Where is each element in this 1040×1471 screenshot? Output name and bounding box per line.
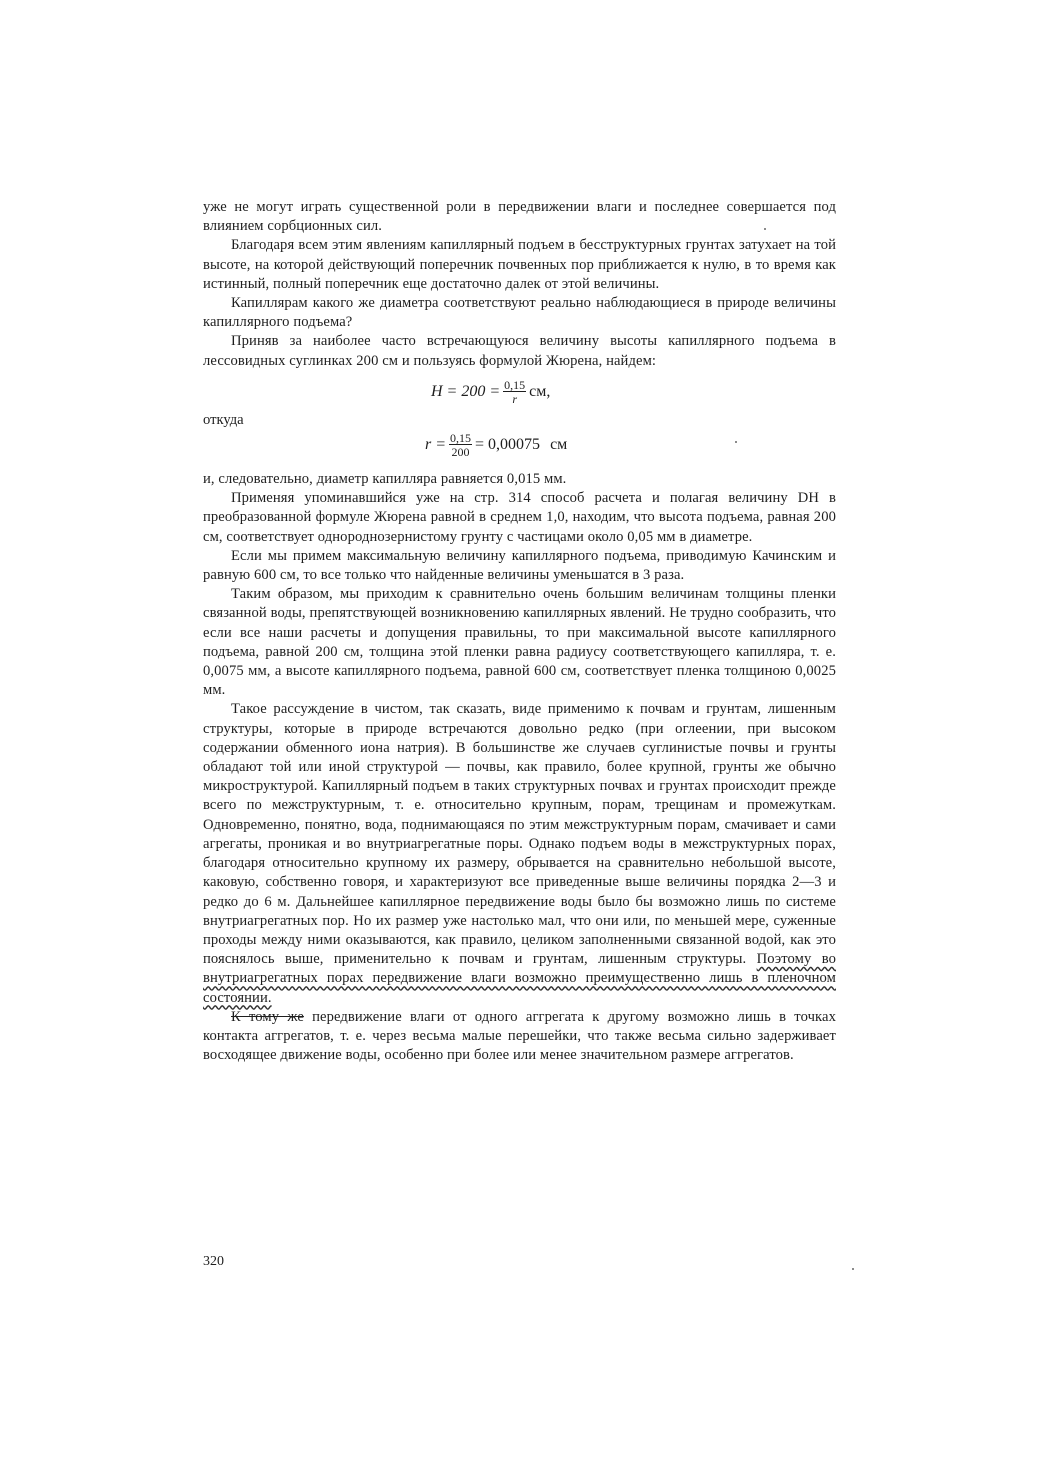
formula-jurin xyxy=(203,371,836,411)
formula-radius xyxy=(203,424,836,464)
formula-2-rhs: = 0,00075 xyxy=(475,436,541,454)
formula-1-lhs: H = 200 = xyxy=(431,382,501,400)
otkuda-label: откуда xyxy=(203,411,244,428)
scan-speck xyxy=(735,441,737,443)
paragraph-4: Приняв за наиболее часто встречающуюся величину высоты капиллярного подъема в лессовидных суглинках 200 см и пользуясь формулой Жюрена, найдем: xyxy=(203,333,836,369)
paragraph-5: и, следовательно, диаметр капилляра равняется 0,015 мм. xyxy=(203,471,567,488)
formula-2-numerator: 0,15 xyxy=(450,431,472,446)
paragraph-9-underlined: Поэтому во внутриагрегатных порах передвижение влаги возможно преимущественно лишь в пленочном состоянии. xyxy=(203,951,837,1006)
paragraph-9-text: Такое рассуждение в чистом, так сказать, виде применимо к почвам и грунтам, лишенным структуры, которые в природе встречаются довольно редко (при оглеении, при высоком содержании обменного иона натрия). В большинстве же случаев суглинистые почвы и грунты обладают той или иной структурой — почвы, как правило, более крупной, грунты же обычно микроструктурой. Капиллярный подъем в таких структурных почвах и грунтах происходит прежде всего по межструктурным, т. е. относительно крупным, порам, трещинам и промежуткам. Одновременно, понятно, вода, поднимающаяся по этим межструктурным порам, смачивает и сами агрегаты, проникая и во внутриагрегатные поры. Однако подъем воды в межструктурных порах, благодаря относительно крупному их размеру, обрывается на сравнительно небольшой высоте, каковую, собственно говоря, и характеризуют все приведенные выше величины порядка 2—3 и редко до 6 м. Дальнейшее капиллярное передвижение воды было бы возможно лишь по системе внутриагрегатных пор. Но их размер уже настолько мал, что они или, по меньшей мере, суженные проходы между ними оказываются, как правило, целиком заполненными связанной водой, как это пояснялось выше, применительно к почвам и грунтам, лишенным структуры. xyxy=(203,701,836,968)
scan-speck xyxy=(764,228,766,230)
page-body xyxy=(203,198,836,1065)
paragraph-1: уже не могут играть существенной роли в передвижении влаги и последнее совершается под влиянием сорбционных сил. xyxy=(203,199,836,235)
formula-2-lhs: r = xyxy=(425,436,447,454)
formula-1-fraction xyxy=(503,379,526,405)
page-number: 320 xyxy=(203,1254,224,1269)
paragraph-6: Применяя упоминавшийся уже на стр. 314 способ расчета и полагая величину DH в преобразованной формуле Жюрена равной в среднем 1,0, находим, что высота подъема, равная 200 см, соответствует однороднозернистому грунту с частицами около 0,05 мм в диаметре. xyxy=(203,490,836,545)
paragraph-10 xyxy=(203,1008,836,1066)
formula-1-denominator: r xyxy=(512,391,517,406)
formula-2-denominator: 200 xyxy=(451,445,470,460)
paragraph-2: Благодаря всем этим явлениям капиллярный подъем в бесструктурных грунтах затухает на той высоте, на которой действующий поперечник почвенных пор приближается к нулю, в то время как истинный, полный поперечник еще достаточно далек от этой величины. xyxy=(203,237,836,292)
paragraph-7: Если мы примем максимальную величину капиллярного подъема, приводимую Качинским и равную 600 см, то все только что найденные величины уменьшатся в 3 раза. xyxy=(203,547,836,584)
formula-1-unit: см, xyxy=(529,382,551,400)
paragraph-3: Капиллярам какого же диаметра соответствуют реально наблюдающиеся в природе величины капиллярного подъема? xyxy=(203,295,836,331)
paragraph-10-struck: К тому же xyxy=(231,1008,304,1025)
formula-2-unit: см xyxy=(550,436,568,454)
formula-1-numerator: 0,15 xyxy=(504,377,526,392)
formula-2-fraction xyxy=(449,432,472,458)
scan-speck xyxy=(852,1268,854,1270)
paragraph-8: Таким образом, мы приходим к сравнительно очень большим величинам толщины пленки связанной воды, препятствующей возникновению капиллярных явлений. Не трудно сообразить, что если все наши расчеты и допущения правильны, то при максимальной высоте капиллярного подъема, равной 200 см, толщина этой пленки равна радиусу соответствующего капилляра, т. е. 0,0075 мм, а высоте капиллярного подъема, равной 600 см, соответствует пленка толщиною 0,0025 мм. xyxy=(203,586,836,699)
paragraph-9 xyxy=(203,700,836,1007)
paragraph-10-text: передвижение влаги от одного аггрегата к другому возможно лишь в точках контакта аггрегатов, т. е. через весьма малые перешейки, что также весьма сильно задерживает восходящее движение воды, особенно при более или менее значительном размере аггрегатов. xyxy=(203,1008,836,1064)
